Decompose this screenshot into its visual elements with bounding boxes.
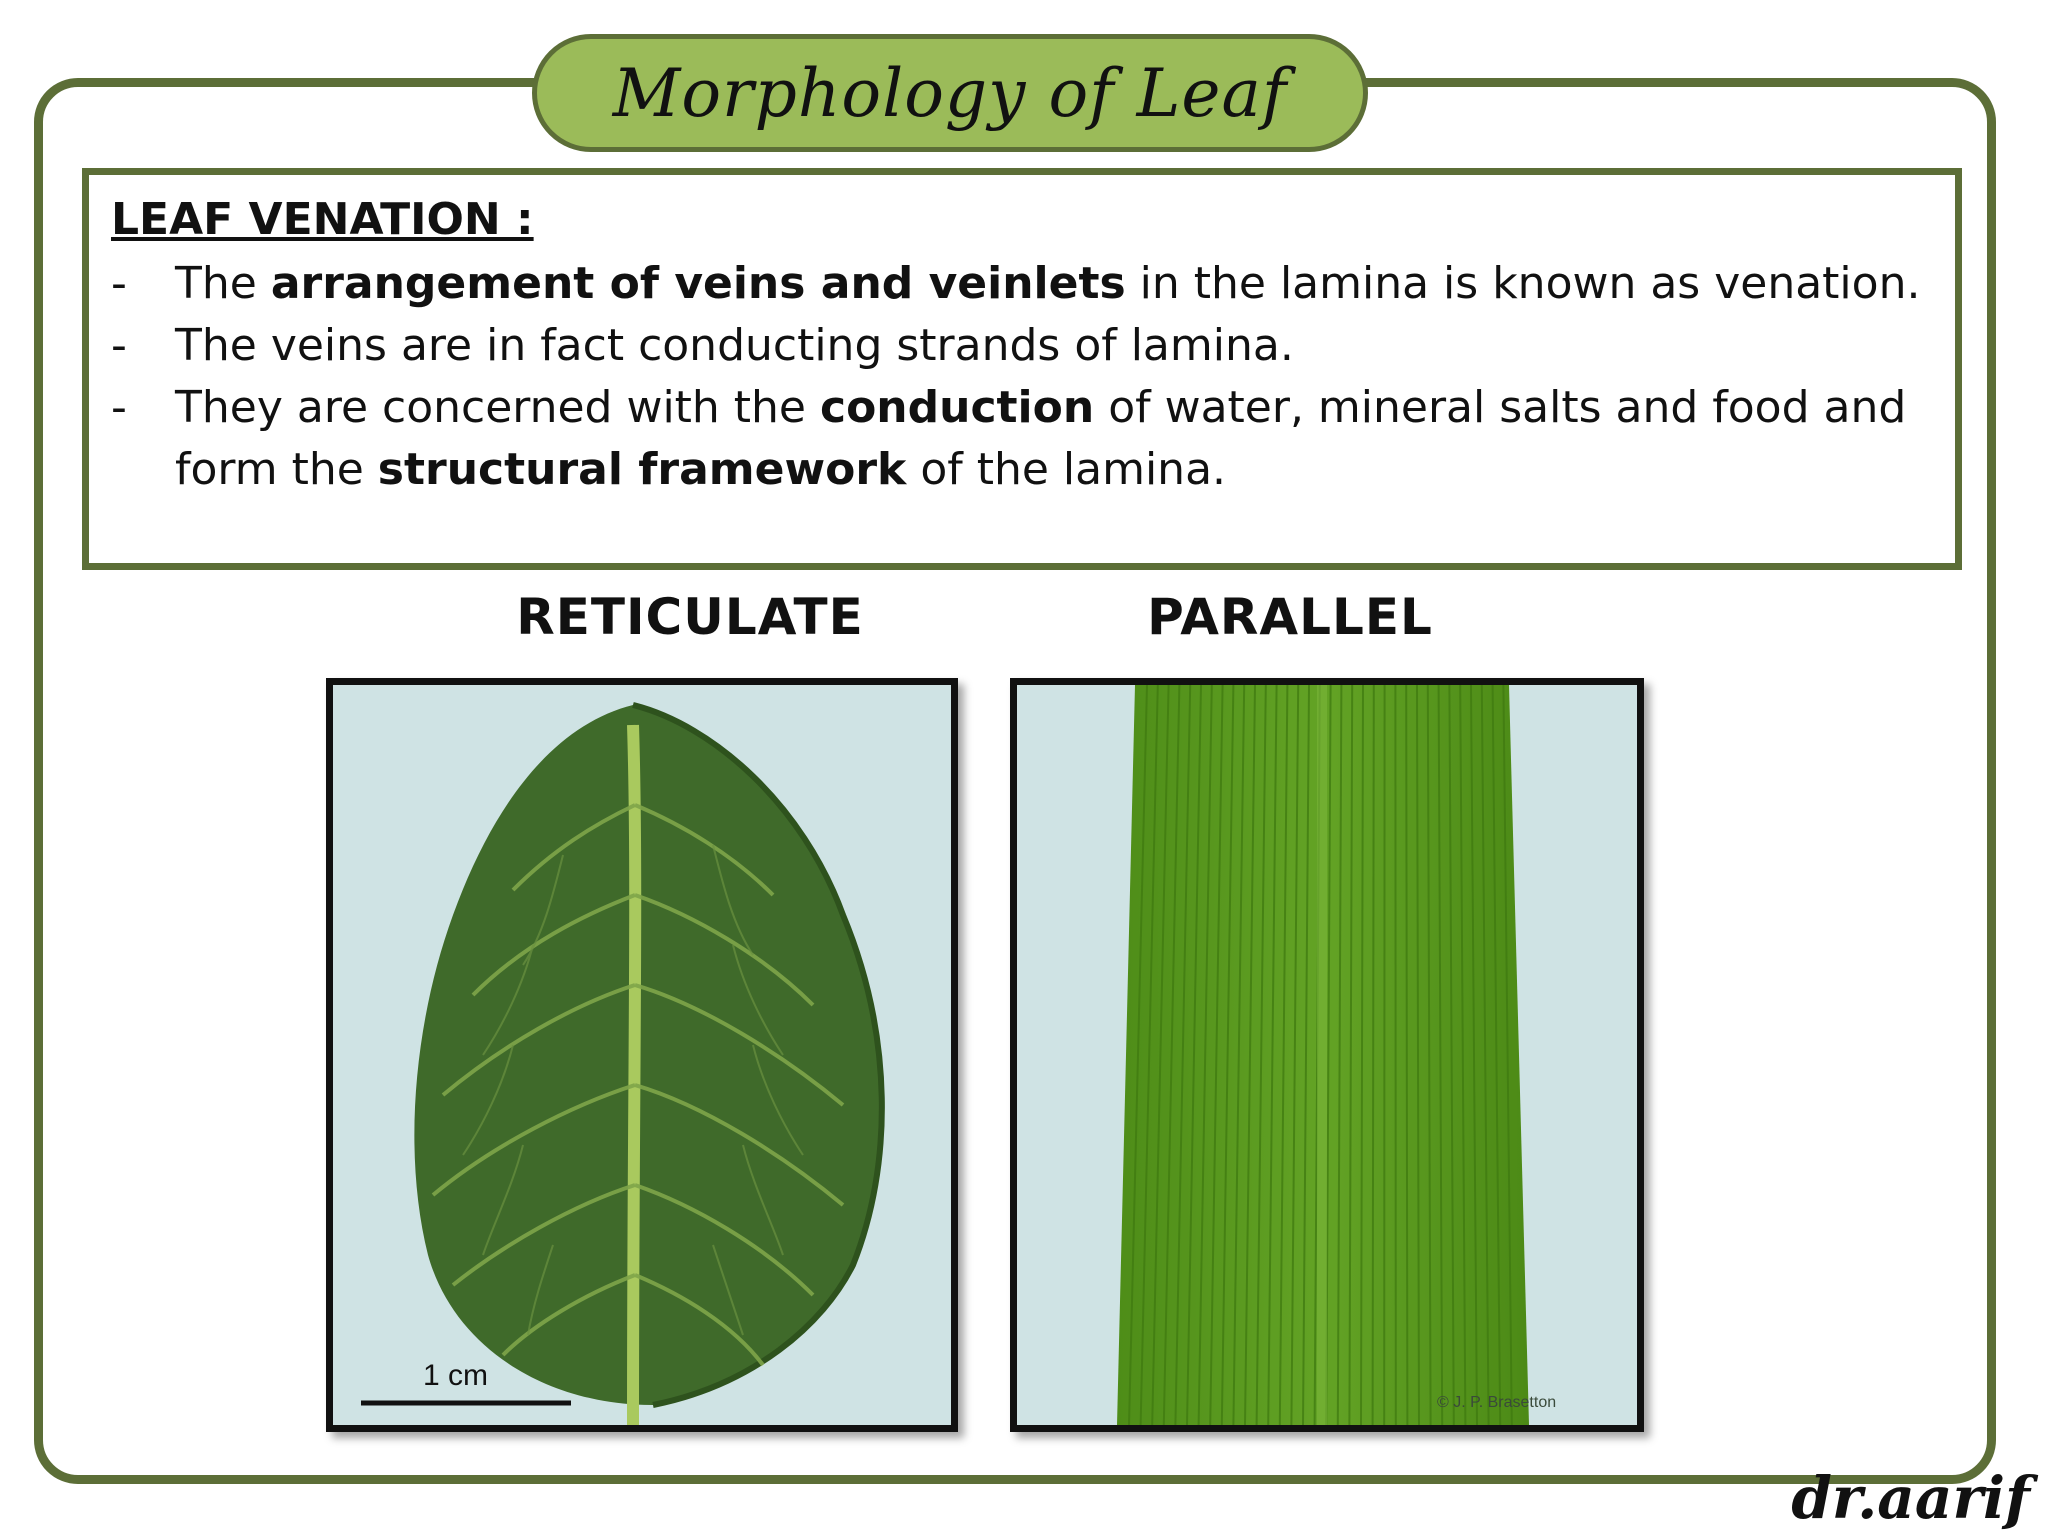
bullet-bold: structural framework [377,444,907,495]
bullet-text: The [175,258,271,309]
parallel-label: PARALLEL [1147,588,1433,646]
venation-heading: LEAF VENATION : [111,194,534,245]
parallel-vein-line [1406,685,1407,1425]
bullet-bold: conduction [819,382,1095,433]
parallel-leaf-image [1010,678,1644,1432]
slide-title: Morphology of Leaf [612,54,1288,132]
bullet-item [111,253,1935,315]
venation-text-box [82,168,1962,570]
bullet-text: of water, mineral salts and food and form the [175,382,1907,495]
reticulate-leaf-image [326,678,958,1432]
title-banner [532,34,1368,152]
reticulate-label: RETICULATE [516,588,864,646]
bullet-dash: - [111,320,127,371]
bullet-item [111,377,1935,501]
bullet-text: in the lamina is known as venation. [1125,258,1921,309]
bullet-bold: arrangement of veins and veinlets [270,258,1126,309]
author-signature: dr.aarif [1791,1464,2030,1532]
parallel-leaf-illustration [1017,685,1637,1425]
bullet-text: They are concerned with the [175,382,820,433]
parallel-vein-line [1373,685,1374,1425]
bullet-item [111,315,1935,377]
bullet-dash: - [111,258,127,309]
reticulate-leaf-illustration [333,685,951,1425]
bullet-dash: - [111,382,127,433]
bullet-text: of the lamina. [906,444,1227,495]
photo-credit: © J. P. Brasetton [1437,1394,1557,1411]
scale-label: 1 cm [423,1359,489,1392]
bullet-text: The veins are in fact conducting strands of lamina. [175,320,1294,371]
